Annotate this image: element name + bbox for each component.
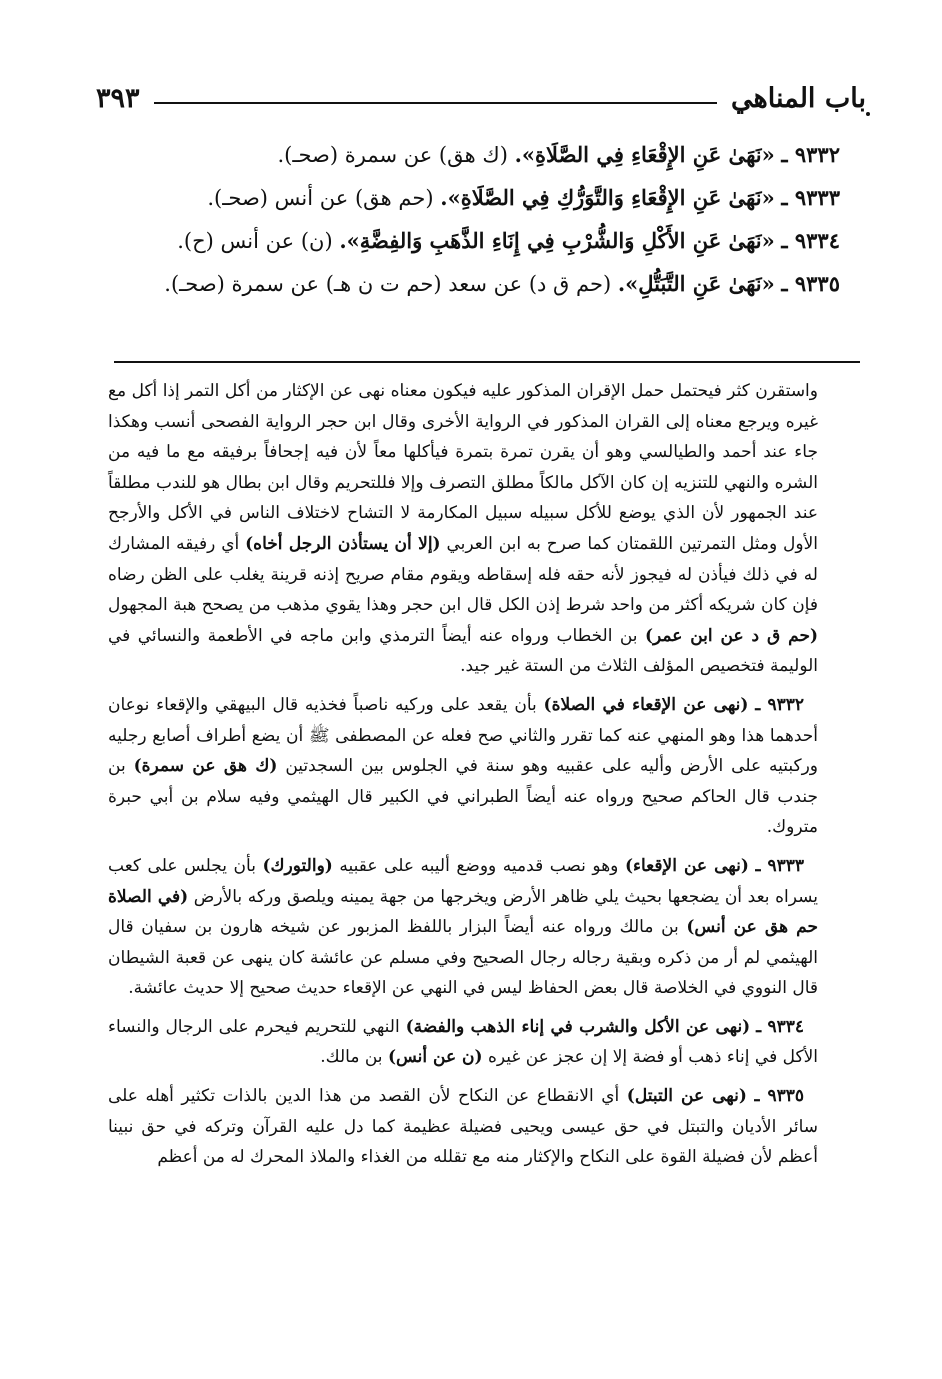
commentary-bold: (في الصلاة حم هق عن أنس) — [108, 886, 818, 938]
commentary-bold: (ك هق عن سمرة) — [133, 756, 278, 777]
hadith-list — [140, 140, 840, 312]
commentary-number: ٩٣٣٣ ـ — [755, 855, 805, 876]
hadith-source: (حم هق) عن أنس (صحـ). — [207, 186, 434, 210]
commentary-9335 — [108, 1081, 818, 1173]
commentary-text: النهي للتحريم فيحرم على الرجال والنساء الأكل في إناء ذهب أو فضة إلا إن عجز عن غيره — [108, 1016, 818, 1068]
commentary-bold: (حم ق د عن ابن عمر) — [644, 625, 819, 646]
commentary-bold: (نهى عن التبتل) — [626, 1086, 747, 1107]
hadith-number: ٩٣٣٥ ـ — [781, 271, 840, 296]
commentary-bold: (إلا أن يستأذن الرجل أخاه) — [245, 533, 441, 554]
commentary-number: ٩٣٣٤ ـ — [756, 1016, 805, 1037]
commentary-bold: (ن عن أنس) — [387, 1047, 483, 1068]
commentary-bold: (والتورك) — [262, 855, 333, 876]
commentary-text: بن جندب قال الحاكم صحيح ورواه عنه أيضاً الطبراني في الكبير قال الهيثمي وفيه سلام بن أبي حبرة متروك. — [108, 756, 818, 838]
hadith-text: «نَهَىٰ عَنِ الأَكْلِ وَالشُّرْبِ فِي إِنَاءِ الذَّهَبِ وَالفِضَّةِ». — [339, 228, 775, 253]
hadith-item — [140, 183, 840, 213]
commentary-bold: (نهى عن الأكل والشرب في إناء الذهب والفضة) — [405, 1016, 751, 1037]
commentary-9334 — [108, 1012, 818, 1073]
commentary-text: بأن يقعد على وركيه ناصباً فخذيه قال البيهقي والإقعاء نوعان أحدهما هذا وهو المنهي عنه كما تقرر والثاني صح فعله عن المصطفى ﷺ أن يضع أطراف أصابع رجليه وركبتيه على الأرض وأليه على عقبيه وهو سنة في الجلوس بين السجدتين — [108, 694, 818, 777]
commentary-9332 — [108, 690, 818, 843]
section-divider — [114, 361, 860, 363]
commentary-text: بأن يجلس على كعب يسراه بعد أن يضجعها بحيث يلي ظاهر الأرض ويخرجها من جهة يمينه ويلصق وركه بالأرض — [108, 855, 819, 907]
commentary-number: ٩٣٣٢ ـ — [755, 694, 805, 715]
hadith-text: «نَهَىٰ عَنِ الإِقْعَاءِ وَالتَّوَرُّكِ فِي الصَّلَاةِ». — [440, 185, 775, 210]
header-mark — [866, 112, 870, 116]
chapter-title: باب المناهي — [730, 82, 866, 114]
commentary-bold: (نهى عن الإقعاء) — [624, 855, 749, 876]
commentary-text: بن الخطاب ورواه عنه أيضاً الترمذي وابن ماجه في الأطعمة والنسائي في الوليمة فتخصيص المؤلف الثلاث من الستة غير جيد. — [108, 625, 818, 677]
commentary-9333 — [108, 851, 818, 1004]
commentary-text: بن مالك ورواه عنه أيضاً البزار باللفظ المزبور عن شيخه هارون بن سفيان قال الهيثمي لم أر من ذكره وبقية رجاله رجال الصحيح وفي مسلم عن عائشة كان ينهى عن قعبة الشيطان قال النووي في الخلاصة قال بعض الحفاظ ليس في النهي عن الإقعاء حديث صحيح إلا حديث عائشة. — [108, 917, 818, 999]
hadith-number: ٩٣٣٤ ـ — [781, 228, 840, 253]
page-number: ٣٩٣ — [96, 82, 140, 114]
hadith-number: ٩٣٣٣ ـ — [781, 185, 840, 210]
hadith-source: (ن) عن أنس (ح). — [177, 229, 333, 253]
hadith-text: «نَهَىٰ عَنِ التَّبَتُّلِ». — [617, 271, 775, 296]
commentary-text: أي رفيقه المشارك له في ذلك فيأذن له فيجوز لأنه حقه فله إسقاطه ويقوم مقام صريح إذنه قرينة يغلب على الظن رضاه فإن كان شريكه أكثر من واحد شرط إذن الكل قال ابن حجر وهذا يقوي مذهب من يصحح هبة المجهول — [108, 533, 818, 616]
hadith-text: «نَهَىٰ عَنِ الإِقْعَاءِ فِي الصَّلَاةِ». — [514, 142, 775, 167]
commentary-text: بن مالك. — [320, 1047, 383, 1068]
hadith-source: (ك هق) عن سمرة (صحـ). — [277, 143, 508, 167]
header-rule — [154, 102, 717, 104]
commentary-intro — [108, 376, 818, 682]
commentary-text: واستقرن كثر فيحتمل حمل الإقران المذكور عليه فيكون معناه نهى عن الإكثار من أكل التمر إذا أكل مع غيره ويرجع معناه إلى القران المذكور في الرواية الأخرى وقال ابن حجر الرواية الفصحى أنسب وهكذا جاء عند أحمد والطيالسي وهو أن يقرن تمرة بتمرة فيأكلها معاً لأن فيه إجحافاً برفيقه مع ما فيه من الشره والنهي للتنزيه إن كان الآكل مالكاً مطلق التصرف وإلا فللتحريم وقال ابن بطال هو للندب مطلقاً عند الجمهور لأن الذي يوضع للأكل سبيله سبيل المكارمة لا التشاح لاختلاف الناس في الأكل والأرجح الأول ومثل التمرتين اللقمتان كما صرح به ابن العربي — [108, 381, 819, 554]
commentary — [108, 376, 818, 1181]
hadith-item — [140, 269, 840, 299]
hadith-number: ٩٣٣٢ ـ — [781, 142, 840, 167]
hadith-item — [140, 226, 840, 256]
commentary-text: وهو نصب قدميه ووضع أليبه على عقبيه — [339, 855, 619, 876]
page-header — [96, 78, 866, 118]
hadith-item — [140, 140, 840, 170]
commentary-text: أي الانقطاع عن النكاح لأن القصد من هذا الدين بالذات تكثير أهله على سائر الأديان والتبتل في حق عيسى ويحيى فضيلة عظيمة كما دل عليه القرآن وتركه في حق نبينا أعظم لأن فضيلة القوة على النكاح والإكثار منه مع تقلله من الغذاء والملاذ المحرك له من أعظم — [108, 1086, 818, 1168]
commentary-number: ٩٣٣٥ ـ — [754, 1086, 804, 1107]
hadith-source: (حم ق د) عن سعد (حم ت ن هـ) عن سمرة (صحـ). — [164, 272, 612, 296]
commentary-bold: (نهى عن الإقعاء في الصلاة) — [543, 694, 749, 715]
